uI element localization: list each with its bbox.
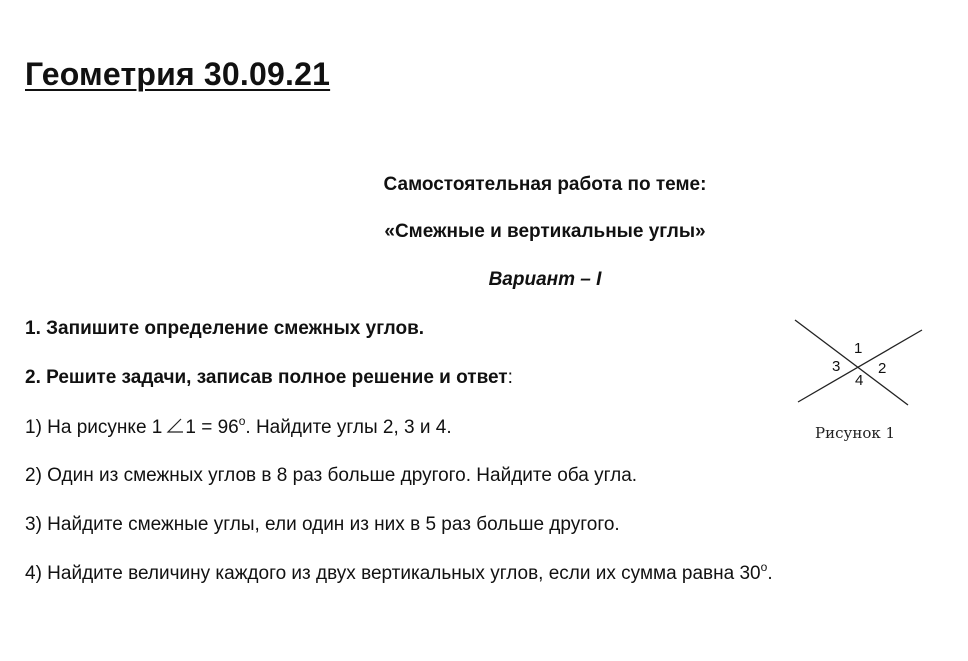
problem-3: 3) Найдите смежные углы, ели один из них в 5 раз больше другого. (25, 514, 620, 535)
problem-2: 2) Один из смежных углов в 8 раз больше другого. Найдите оба угла. (25, 465, 638, 486)
variant-label: Вариант – I (488, 269, 602, 290)
degree-sign: о (760, 560, 768, 574)
problem-4-end: . (767, 563, 773, 584)
work-subtitle: Самостоятельная работа по теме: (383, 174, 707, 195)
work-topic: «Смежные и вертикальные углы» (384, 221, 706, 242)
task-2-text: 2. Решите задачи, записав полное решение и ответ (25, 367, 508, 388)
page-title: Геометрия 30.09.21 (25, 56, 331, 92)
task-2 (25, 367, 513, 389)
figure-caption: Рисунок 1 (815, 424, 896, 442)
task-1: 1. Запишите определение смежных углов. (25, 318, 425, 339)
task-2-colon: : (507, 367, 513, 388)
intersecting-lines-drawing (790, 312, 930, 412)
problem-1 (25, 414, 452, 439)
problem-4 (25, 560, 773, 585)
problem-1-angle-value: 1 = 96 (185, 417, 239, 438)
angle-label-4: 4 (855, 372, 864, 389)
line-a (795, 320, 908, 405)
problem-1-end: . Найдите углы 2, 3 и 4. (245, 417, 452, 438)
problem-1-start: 1) На рисунке 1 (25, 417, 163, 438)
angle-label-2: 2 (878, 360, 887, 377)
angle-label-3: 3 (832, 358, 841, 375)
degree-sign: о (238, 414, 246, 428)
problem-4-text: 4) Найдите величину каждого из двух вертикальных углов, если их сумма равна 30 (25, 563, 761, 584)
angle-icon (166, 418, 184, 434)
angle-label-1: 1 (854, 340, 863, 357)
